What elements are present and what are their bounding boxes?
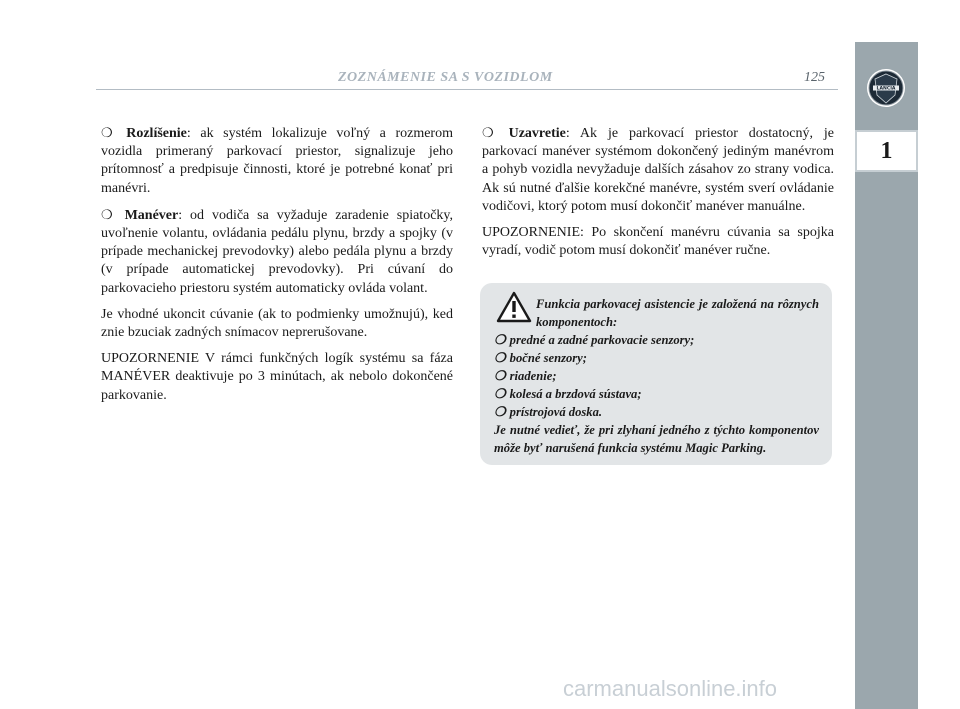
warning-text (494, 295, 819, 457)
list-item-text: kolesá a brzdová sústava; (509, 387, 642, 401)
bullet: ❍ (482, 125, 494, 140)
bullet: ❍ (101, 206, 113, 222)
bullet: ❍ (494, 350, 506, 365)
paragraph (482, 124, 834, 216)
list-item (494, 349, 819, 367)
header-divider (96, 89, 838, 90)
page-number: 125 (804, 70, 825, 85)
warning-intro: Funkcia parkovacej asistencie je založená na rôznych komponentoch: (536, 297, 819, 329)
bullet: ❍ (101, 125, 113, 140)
warning-box (480, 283, 832, 465)
bullet: ❍ (494, 386, 506, 401)
paragraph-text: : ak systém lokalizuje voľný a rozmerom vozidla primeraný parkovací priestor, signalizuje jeho prítomnosť a predpisuje činnosti, ktoré je potrebné konať pri manévri. (101, 126, 453, 196)
paragraph: UPOZORNENIE: Po skončení manévru cúvania sa spojka vyradí, vodič potom musí dokončiť manéver ručne. (482, 225, 834, 259)
section-title: ZOZNÁMENIE SA S VOZIDLOM (338, 70, 553, 85)
paragraph (101, 124, 453, 198)
list-item (494, 385, 819, 403)
list-item (494, 403, 819, 421)
term: Rozlíšenie (126, 126, 187, 141)
warning-note: Je nutné vedieť, že pri zlyhaní jedného z týchto komponentov môže byť narušená funkcia systému Magic Parking. (494, 423, 819, 455)
paragraph: Je vhodné ukoncit cúvanie (ak to podmienky umožnujú), ked znie bzuciak zadných snímacov neprerušovane. (101, 306, 453, 341)
list-item-text: prístrojová doska. (509, 405, 603, 419)
list-item (494, 331, 819, 349)
paragraph-text: : od vodiča sa vyžaduje zaradenie spiatočky, uvoľnenie volantu, ovládania pedálu plynu, brzdy a spojky (v prípade mechanickej prevodovky) alebo pedála plynu a brzdy (v prípade automatickej prevodovky). Pri cúvaní do parkovacieho priestoru systém automaticky ovláda volant. (101, 207, 453, 296)
list-item-text: predné a zadné parkovacie senzory; (509, 333, 695, 347)
lancia-logo-icon (866, 68, 906, 108)
list-item-text: riadenie; (509, 369, 557, 383)
component-list (494, 331, 819, 421)
term: Uzavretie (508, 126, 566, 141)
paragraph-text: : Ak je parkovací priestor dostatocný, je parkovací manéver systémom dokončený jediným manévrom a pohyb vozidla nevyžaduje dalších zásahov zo strany vodica. Ak sú nutné ďalšie korekčné manévre, systém sverí ovládanie vodičovi, ktorý potom musí dokončiť manéver manuálne. (482, 126, 834, 214)
bullet: ❍ (494, 332, 506, 347)
watermark: carmanualsonline.info (563, 676, 778, 701)
paragraph: UPOZORNENIE V rámci funkčných logík systému sa fáza MANÉVER deaktivuje po 3 minútach, ak nebolo dokončené parkovanie. (101, 351, 453, 403)
left-column (101, 124, 453, 413)
list-item-text: bočné senzory; (509, 351, 587, 365)
right-column (482, 124, 834, 268)
logo-text: LANCIA (876, 86, 896, 92)
paragraph (101, 206, 453, 298)
bullet: ❍ (494, 368, 506, 383)
term: Manéver (124, 207, 179, 223)
chapter-tab[interactable]: 1 (855, 130, 918, 172)
list-item (494, 367, 819, 385)
bullet: ❍ (494, 404, 506, 419)
